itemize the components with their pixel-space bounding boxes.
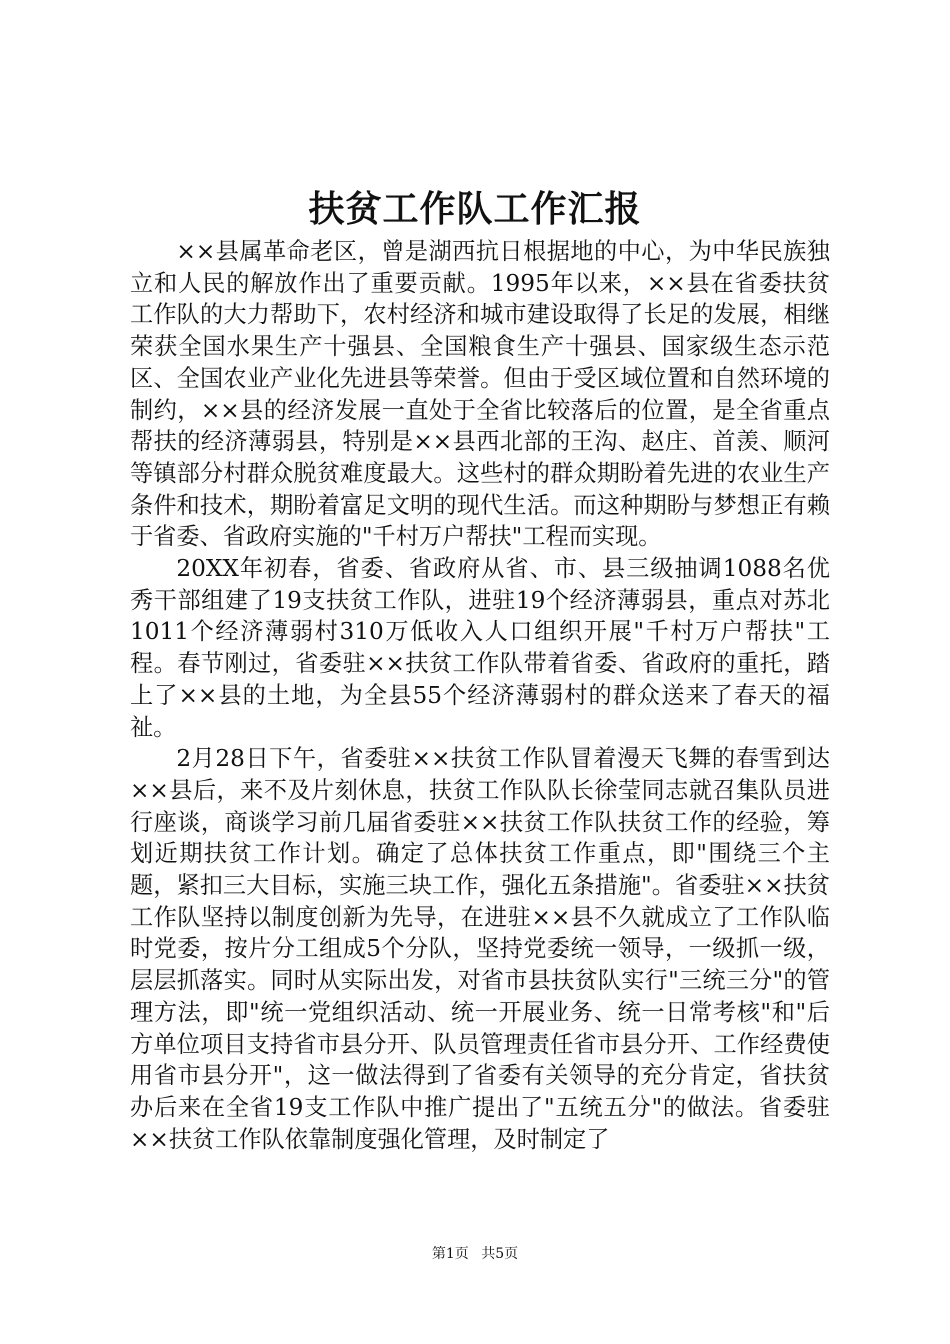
paragraph-1: ××县属革命老区，曾是湖西抗日根据地的中心，为中华民族独立和人民的解放作出了重要贡献。1995年以来，××县在省委扶贫工作队的大力帮助下，农村经济和城市建设取得了长足的发展，相继荣获全国水果生产十强县、全国粮食生产十强县、国家级生态示范区、全国农业产业化先进县等荣誉。但由于受区域位置和自然环境的制约，××县的经济发展一直处于全省比较落后的位置，是全省重点帮扶的经济薄弱县，特别是××县西北部的王沟、赵庄、首羡、顺河等镇部分村群众脱贫难度最大。这些村的群众期盼着先进的农业生产条件和技术，期盼着富足文明的现代生活。而这种期盼与梦想正有赖于省委、省政府实施的"千村万户帮扶"工程而实现。 — [130, 238, 830, 551]
page-total: 共5页 — [481, 1246, 519, 1262]
document-body — [130, 236, 830, 1155]
page-footer — [0, 1244, 950, 1264]
page-number: 第1页 — [431, 1246, 469, 1262]
paragraph-3: 2月28日下午，省委驻××扶贫工作队冒着漫天飞舞的春雪到达××县后，来不及片刻休息，扶贫工作队队长徐莹同志就召集队员进行座谈，商谈学习前几届省委驻××扶贫工作队扶贫工作的经验，筹划近期扶贫工作计划。确定了总体扶贫工作重点，即"围绕三个主题，紧扣三大目标，实施三块工作，强化五条措施"。省委驻××扶贫工作队坚持以制度创新为先导，在进驻××县不久就成立了工作队临时党委，按片分工组成5个分队，坚持党委统一领导，一级抓一级，层层抓落实。同时从实际出发，对省市县扶贫队实行"三统三分"的管理方法，即"统一党组织活动、统一开展业务、统一日常考核"和"后方单位项目支持省市县分开、队员管理责任省市县分开、工作经费使用省市县分开"，这一做法得到了省委有关领导的充分肯定，省扶贫办后来在全省19支工作队中推广提出了"五统五分"的做法。省委驻××扶贫工作队依靠制度强化管理，及时制定了 — [130, 745, 830, 1153]
paragraph-2: 20XX年初春，省委、省政府从省、市、县三级抽调1088名优秀干部组建了19支扶贫工作队，进驻19个经济薄弱县，重点对苏北1011个经济薄弱村310万低收入人口组织开展"千村万户帮扶"工程。春节刚过，省委驻××扶贫工作队带着省委、省政府的重托，踏上了××县的土地，为全县55个经济薄弱村的群众送来了春天的福祉。 — [130, 555, 830, 741]
document-title: 扶贫工作队工作汇报 — [308, 188, 642, 230]
